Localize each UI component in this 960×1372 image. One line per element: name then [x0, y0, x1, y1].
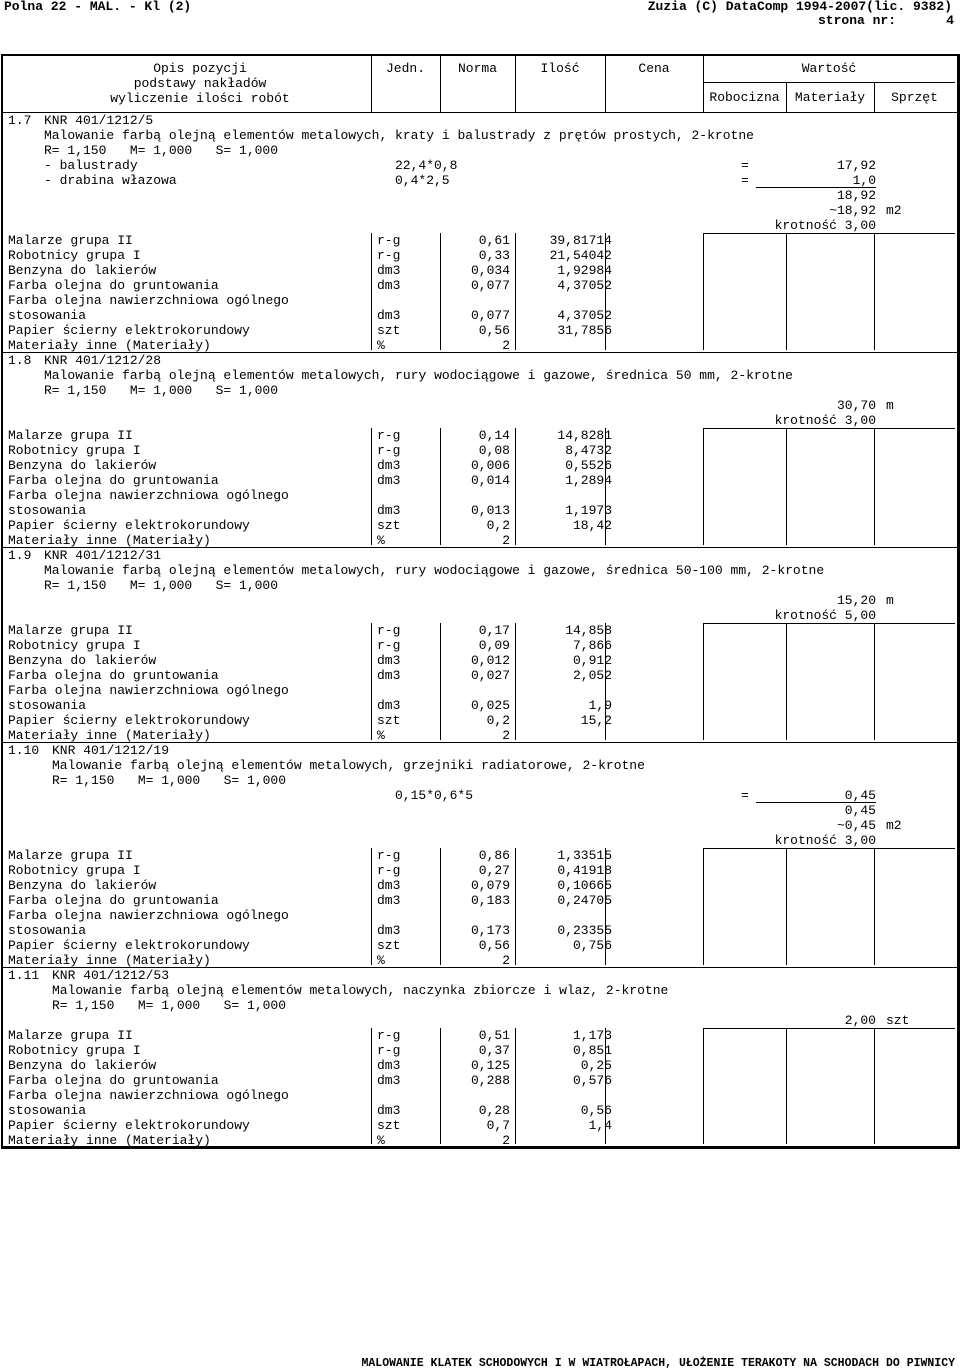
grid-line	[703, 1028, 704, 1144]
resource-norm: 0,077	[470, 308, 510, 323]
resource-quantity: 0,10665	[557, 878, 612, 893]
grid-line	[786, 848, 787, 965]
col-description-line3: wyliczenie ilości robót	[110, 91, 290, 106]
resource-quantity: 14,8281	[557, 428, 612, 443]
col-value: Wartość	[801, 61, 857, 76]
resource-unit: dm3	[377, 503, 401, 518]
item-title: Malowanie farbą olejną elementów metalowych, grzejniki radiatorowe, 2-krotne	[52, 758, 645, 773]
resource-norm: 2	[502, 338, 510, 353]
item-coefficients: R= 1,150 M= 1,000 S= 1,000	[44, 143, 279, 158]
resource-quantity: 0,25	[580, 1058, 612, 1073]
grid-top-rule	[703, 233, 955, 234]
item-coefficients: R= 1,150 M= 1,000 S= 1,000	[44, 578, 279, 593]
item-coefficients: R= 1,150 M= 1,000 S= 1,000	[44, 383, 279, 398]
grid-line	[605, 233, 606, 350]
resource-quantity: 0,24705	[557, 893, 612, 908]
resource-unit: dm3	[377, 278, 401, 293]
grid-line	[440, 233, 441, 350]
resource-unit: %	[377, 1133, 385, 1148]
resource-name: stosowania	[8, 923, 87, 938]
resource-quantity: 4,37052	[557, 278, 612, 293]
document-title: Polna 22 - MAL. - Kl (2)	[4, 0, 192, 14]
resource-quantity: 0,851	[572, 1043, 612, 1058]
resource-unit: %	[377, 338, 385, 353]
calc-equals: =	[741, 788, 749, 803]
resource-quantity: 14,858	[565, 623, 612, 638]
resource-unit: r-g	[377, 443, 401, 458]
resource-unit: %	[377, 728, 385, 743]
item-coefficients: R= 1,150 M= 1,000 S= 1,000	[52, 998, 287, 1013]
resource-norm: 0,183	[470, 893, 510, 908]
grid-top-rule	[703, 428, 955, 429]
resource-quantity: 0,912	[572, 653, 612, 668]
resource-name: stosowania	[8, 503, 87, 518]
resource-name: Farba olejna do gruntowania	[8, 473, 219, 488]
resource-norm: 0,125	[470, 1058, 510, 1073]
grid-top-rule	[703, 623, 955, 624]
resource-unit: dm3	[377, 458, 401, 473]
item-total: 0,45	[844, 803, 876, 818]
resource-unit: %	[377, 953, 385, 968]
resource-name: Materiały inne (Materiały)	[8, 728, 211, 743]
item-total: krotność 3,00	[774, 218, 876, 233]
resource-unit: dm3	[377, 263, 401, 278]
grid-line	[515, 428, 516, 545]
resource-quantity: 0,56	[580, 1103, 612, 1118]
resource-name: Robotnicy grupa I	[8, 638, 141, 653]
resource-norm: 0,034	[470, 263, 510, 278]
resource-quantity: 1,1973	[565, 503, 612, 518]
item-total: krotność 3,00	[774, 833, 876, 848]
resource-norm: 0,025	[470, 698, 510, 713]
resource-unit: %	[377, 533, 385, 548]
resource-quantity: 0,5526	[565, 458, 612, 473]
resource-unit: r-g	[377, 248, 401, 263]
item-title: Malowanie farbą olejną elementów metalowych, rury wodociągowe i gazowe, średnica 50-100 mm, 2-krotne	[44, 563, 825, 578]
resource-norm: 0,079	[470, 878, 510, 893]
resource-quantity: 1,2894	[565, 473, 612, 488]
resource-name: Farba olejna do gruntowania	[8, 278, 219, 293]
resource-norm: 0,86	[478, 848, 510, 863]
resource-unit: szt	[377, 518, 401, 533]
resource-quantity: 0,576	[572, 1073, 612, 1088]
item-total: 2,00	[844, 1013, 876, 1028]
resource-norm: 2	[502, 728, 510, 743]
grid-line	[371, 848, 372, 965]
resource-quantity: 21,54042	[549, 248, 612, 263]
grid-line	[874, 1028, 875, 1144]
grid-line	[371, 428, 372, 545]
item-title: Malowanie farbą olejną elementów metalowych, rury wodociągowe i gazowe, średnica 50 mm, 2-krotne	[44, 368, 793, 383]
resource-unit: dm3	[377, 878, 401, 893]
resource-unit: r-g	[377, 233, 401, 248]
resource-norm: 2	[502, 533, 510, 548]
resource-name: Robotnicy grupa I	[8, 863, 141, 878]
resource-name: Farba olejna nawierzchniowa ogólnego	[8, 488, 289, 503]
resource-name: Materiały inne (Materiały)	[8, 533, 211, 548]
resource-norm: 2	[502, 953, 510, 968]
resource-norm: 0,17	[478, 623, 510, 638]
resource-name: stosowania	[8, 1103, 87, 1118]
resource-norm: 0,56	[478, 938, 510, 953]
col-unit: Jedn.	[385, 61, 425, 76]
resource-quantity: 0,41918	[557, 863, 612, 878]
grid-line	[371, 1028, 372, 1144]
resource-quantity: 8,4732	[565, 443, 612, 458]
col-quantity: Ilość	[540, 61, 580, 76]
resource-name: Papier ścierny elektrokorundowy	[8, 518, 250, 533]
resource-name: Robotnicy grupa I	[8, 1043, 141, 1058]
calc-label: - balustrady	[44, 158, 138, 173]
grid-line	[703, 848, 704, 965]
item-total: krotność 5,00	[774, 608, 876, 623]
software-license: Zuzia (C) DataComp 1994-2007(lic. 9382)	[647, 0, 952, 14]
resource-norm: 0,56	[478, 323, 510, 338]
grid-line	[515, 623, 516, 740]
resource-unit: szt	[377, 1118, 401, 1133]
col-description-line1: Opis pozycji	[153, 61, 247, 76]
resource-unit: r-g	[377, 863, 401, 878]
item-total: ~18,92	[829, 203, 876, 218]
grid-line	[703, 428, 704, 545]
resource-norm: 0,2	[486, 713, 510, 728]
resource-norm: 0,28	[478, 1103, 510, 1118]
resource-quantity: 0,756	[572, 938, 612, 953]
resource-unit: r-g	[377, 623, 401, 638]
item-number: 1.10	[8, 743, 40, 758]
resource-norm: 0,14	[478, 428, 510, 443]
grid-line	[515, 233, 516, 350]
calc-value: 17,92	[836, 158, 876, 173]
calc-equals: =	[741, 158, 749, 173]
resource-unit: szt	[377, 323, 401, 338]
item-total: 15,20	[836, 593, 876, 608]
grid-line	[786, 1028, 787, 1144]
grid-line	[515, 848, 516, 965]
resource-norm: 0,08	[478, 443, 510, 458]
resource-name: Farba olejna nawierzchniowa ogólnego	[8, 293, 289, 308]
resource-norm: 0,012	[470, 653, 510, 668]
resource-norm: 0,006	[470, 458, 510, 473]
grid-top-rule	[703, 1028, 955, 1029]
item-title: Malowanie farbą olejną elementów metalowych, naczynka zbiorcze i wlaz, 2-krotne	[52, 983, 669, 998]
resource-name: Papier ścierny elektrokorundowy	[8, 938, 250, 953]
calc-expression: 22,4*0,8	[395, 158, 458, 173]
resource-name: Benzyna do lakierów	[8, 878, 157, 893]
grid-line	[440, 848, 441, 965]
resource-norm: 0,27	[478, 863, 510, 878]
item-total: 18,92	[836, 188, 876, 203]
item-number: 1.9	[8, 548, 32, 563]
resource-quantity: 1,4	[588, 1118, 612, 1133]
resource-name: Papier ścierny elektrokorundowy	[8, 713, 250, 728]
grid-line	[605, 428, 606, 545]
resource-quantity: 1,9	[588, 698, 612, 713]
grid-line	[515, 1028, 516, 1144]
resource-norm: 0,33	[478, 248, 510, 263]
item-code: KNR 401/1212/19	[52, 743, 170, 758]
resource-norm: 0,173	[470, 923, 510, 938]
grid-top-rule	[703, 848, 955, 849]
calc-label: - drabina włazowa	[44, 173, 177, 188]
item-total-unit: m	[886, 398, 894, 413]
grid-line	[371, 233, 372, 350]
grid-line	[605, 623, 606, 740]
item-total: ~0,45	[836, 818, 876, 833]
resource-norm: 2	[502, 1133, 510, 1148]
grid-line	[786, 428, 787, 545]
resource-quantity: 1,33515	[557, 848, 612, 863]
calc-expression: 0,4*2,5	[395, 173, 450, 188]
resource-unit: dm3	[377, 308, 401, 323]
resource-norm: 0,51	[478, 1028, 510, 1043]
resource-unit: dm3	[377, 893, 401, 908]
item-total-unit: szt	[886, 1013, 910, 1028]
grid-line	[786, 623, 787, 740]
item-total-unit: m	[886, 593, 894, 608]
grid-line	[371, 623, 372, 740]
resource-name: Benzyna do lakierów	[8, 263, 157, 278]
item-code: KNR 401/1212/53	[52, 968, 170, 983]
calc-value: 0,45	[844, 788, 876, 803]
resource-quantity: 0,23355	[557, 923, 612, 938]
resource-quantity: 4,37052	[557, 308, 612, 323]
resource-name: Benzyna do lakierów	[8, 458, 157, 473]
grid-line	[874, 623, 875, 740]
resource-unit: szt	[377, 938, 401, 953]
page-number: 4	[946, 13, 954, 28]
resource-norm: 0,013	[470, 503, 510, 518]
resource-name: Farba olejna nawierzchniowa ogólnego	[8, 683, 289, 698]
item-code: KNR 401/1212/5	[44, 113, 154, 128]
grid-line	[605, 848, 606, 965]
resource-norm: 0,37	[478, 1043, 510, 1058]
resource-name: stosowania	[8, 308, 87, 323]
resource-quantity: 1,173	[572, 1028, 612, 1043]
grid-line	[874, 428, 875, 545]
item-total-unit: m2	[886, 818, 902, 833]
grid-line	[786, 233, 787, 350]
grid-line	[440, 623, 441, 740]
resource-unit: szt	[377, 713, 401, 728]
resource-name: Benzyna do lakierów	[8, 1058, 157, 1073]
resource-unit: dm3	[377, 653, 401, 668]
resource-norm: 0,61	[478, 233, 510, 248]
resource-name: Robotnicy grupa I	[8, 248, 141, 263]
resource-unit: r-g	[377, 428, 401, 443]
item-total: krotność 3,00	[774, 413, 876, 428]
resource-norm: 0,077	[470, 278, 510, 293]
col-price: Cena	[638, 61, 670, 76]
calc-value: 1,0	[852, 173, 876, 188]
grid-line	[703, 233, 704, 350]
grid-line	[605, 1028, 606, 1144]
grid-line	[440, 428, 441, 545]
resource-name: Benzyna do lakierów	[8, 653, 157, 668]
item-number: 1.11	[8, 968, 40, 983]
resource-name: Malarze grupa II	[8, 623, 133, 638]
resource-name: Malarze grupa II	[8, 233, 133, 248]
item-total-unit: m2	[886, 203, 902, 218]
resource-quantity: 2,052	[572, 668, 612, 683]
resource-quantity: 18,42	[572, 518, 612, 533]
page-footer: MALOWANIE KLATEK SCHODOWYCH I W WIATROŁAPACH, UŁOŻENIE TERAKOTY NA SCHODACH DO PIWNICY	[361, 1357, 955, 1370]
resource-unit: dm3	[377, 1073, 401, 1088]
resource-quantity: 1,92984	[557, 263, 612, 278]
resource-name: Malarze grupa II	[8, 848, 133, 863]
grid-line	[874, 848, 875, 965]
resource-norm: 0,288	[470, 1073, 510, 1088]
resource-unit: dm3	[377, 1058, 401, 1073]
item-title: Malowanie farbą olejną elementów metalowych, kraty i balustrady z prętów prostych, 2-krotne	[44, 128, 754, 143]
resource-quantity: 31,7856	[557, 323, 612, 338]
grid-line	[874, 233, 875, 350]
page-number-label: strona nr:	[818, 13, 897, 28]
resource-name: Materiały inne (Materiały)	[8, 953, 211, 968]
resource-name: Farba olejna nawierzchniowa ogólnego	[8, 908, 289, 923]
col-equipment: Sprzęt	[891, 90, 938, 105]
resource-unit: r-g	[377, 1028, 401, 1043]
resource-unit: r-g	[377, 1043, 401, 1058]
resource-norm: 0,7	[486, 1118, 510, 1133]
resource-name: stosowania	[8, 698, 87, 713]
calc-equals: =	[741, 173, 749, 188]
item-number: 1.7	[8, 113, 32, 128]
resource-name: Farba olejna nawierzchniowa ogólnego	[8, 1088, 289, 1103]
resource-quantity: 7,866	[572, 638, 612, 653]
resource-name: Papier ścierny elektrokorundowy	[8, 323, 250, 338]
resource-name: Materiały inne (Materiały)	[8, 338, 211, 353]
col-labour: Robocizna	[709, 90, 780, 105]
resource-unit: dm3	[377, 668, 401, 683]
item-number: 1.8	[8, 353, 32, 368]
resource-norm: 0,027	[470, 668, 510, 683]
resource-quantity: 39,81714	[549, 233, 612, 248]
grid-line	[703, 623, 704, 740]
resource-norm: 0,09	[478, 638, 510, 653]
resource-unit: dm3	[377, 1103, 401, 1118]
resource-name: Farba olejna do gruntowania	[8, 1073, 219, 1088]
item-total: 30,70	[836, 398, 876, 413]
item-code: KNR 401/1212/31	[44, 548, 162, 563]
resource-quantity: 15,2	[580, 713, 612, 728]
col-materials: Materiały	[794, 90, 866, 105]
resource-unit: dm3	[377, 698, 401, 713]
resource-name: Malarze grupa II	[8, 1028, 133, 1043]
resource-name: Materiały inne (Materiały)	[8, 1133, 211, 1148]
resource-name: Malarze grupa II	[8, 428, 133, 443]
resource-norm: 0,014	[470, 473, 510, 488]
resource-name: Robotnicy grupa I	[8, 443, 141, 458]
grid-line	[440, 1028, 441, 1144]
calc-expression: 0,15*0,6*5	[395, 788, 474, 803]
resource-unit: dm3	[377, 473, 401, 488]
resource-unit: r-g	[377, 848, 401, 863]
col-description-line2: podstawy nakładów	[133, 76, 267, 91]
item-coefficients: R= 1,150 M= 1,000 S= 1,000	[52, 773, 287, 788]
col-norm: Norma	[457, 61, 497, 76]
resource-norm: 0,2	[486, 518, 510, 533]
resource-name: Farba olejna do gruntowania	[8, 893, 219, 908]
resource-name: Farba olejna do gruntowania	[8, 668, 219, 683]
resource-name: Papier ścierny elektrokorundowy	[8, 1118, 250, 1133]
resource-unit: dm3	[377, 923, 401, 938]
resource-unit: r-g	[377, 638, 401, 653]
item-code: KNR 401/1212/28	[44, 353, 162, 368]
